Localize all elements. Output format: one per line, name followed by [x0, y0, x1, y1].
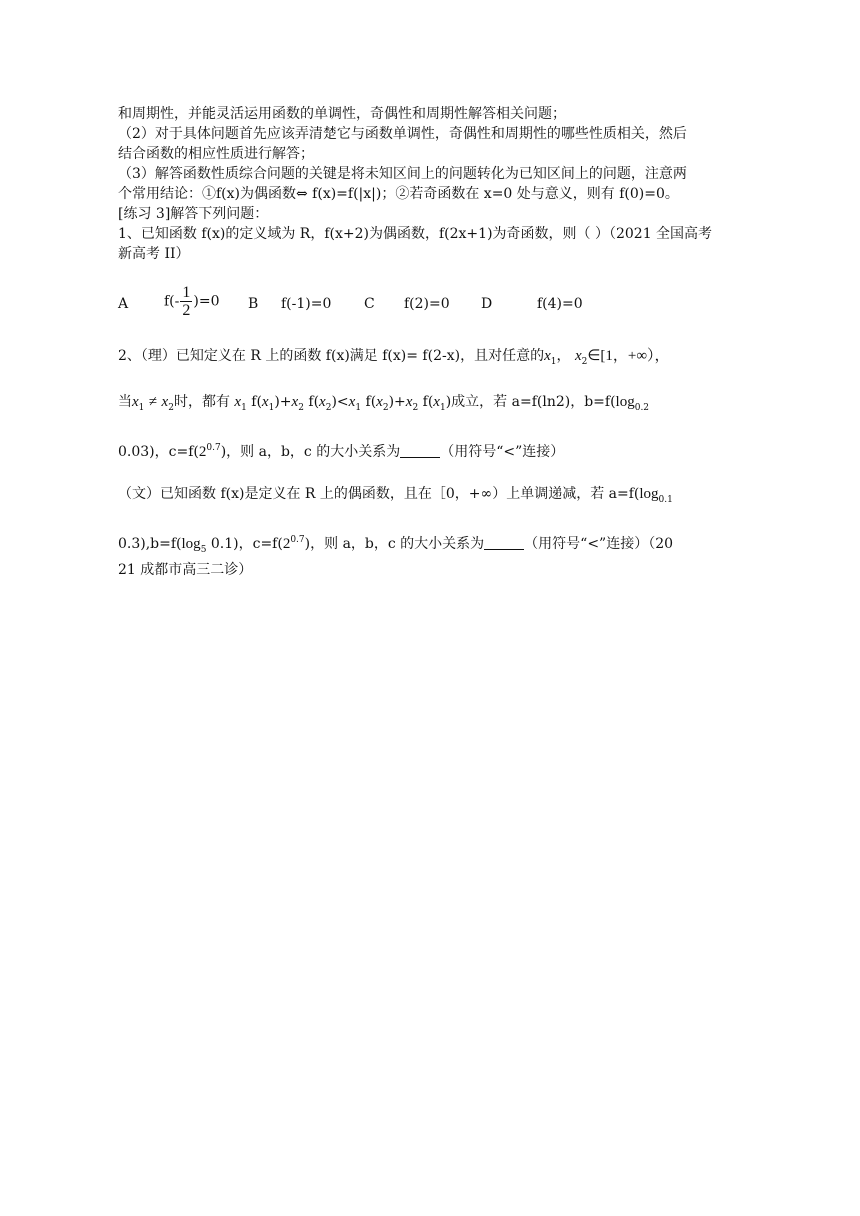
- question-3-source: 21 成都市高三二诊）: [118, 562, 253, 578]
- intro-line: 结合函数的相应性质进行解答；: [118, 146, 314, 162]
- answer-blank: [400, 443, 440, 458]
- intro-point-2: （2）对于具体问题首先应该弄清楚它与函数单调性，奇偶性和周期性的哪些性质相关，然后: [118, 126, 687, 142]
- question-3-line-1: （文）已知函数 f(x)是定义在 R 上的偶函数，且在［0，+∞）上单调递减，若 $a=f(\log_{0.1}$: [118, 486, 673, 505]
- option-a-label: A: [118, 296, 129, 312]
- intro-point-3: （3）解答函数性质综合问题的关键是将未知区间上的问题转化为已知区间上的问题，注意两: [118, 166, 687, 182]
- question-1-source: 新高考 II）: [118, 246, 190, 262]
- option-d-label: D: [481, 296, 493, 312]
- answer-blank: [484, 535, 524, 550]
- question-2-line-2: 当$x_1 \ne x_2$时，都有 $x_1$ $f(x_1)+x_2$ $f(x_2)<x_1$ $f(x_2)+x_2$ $f(x_1)$成立，若 a=f(ln2)，$b=f(\log_{0.2}$: [118, 394, 650, 413]
- option-c-label: C: [364, 296, 375, 312]
- question-3-line-2: $0.3),b=f(\log_5$ 0.1)，$c=f(2^{0.7})$，则 a，b，c 的大小关系为 （用符号“<”连接）（20: [118, 535, 674, 555]
- option-b-label: B: [248, 296, 259, 312]
- option-d: f(4)=0: [537, 296, 583, 312]
- exercise-heading: [练习 3]解答下列问题：: [118, 206, 269, 222]
- option-b: f(-1)=0: [281, 296, 332, 312]
- question-1-options: [118, 284, 738, 330]
- intro-line: 和周期性，并能灵活运用函数的单调性，奇偶性和周期性解答相关问题；: [118, 106, 566, 122]
- question-2-line-1: 2、（理）已知定义在 R 上的函数 f(x)满足 f(x)= f(2-x)，且对任意的$x_1$， $x_2\in[1$，+∞），: [118, 348, 670, 367]
- fraction: $\frac{1}{2}$: [182, 284, 191, 319]
- intro-line: 个常用结论：①f(x)为偶函数⇔ f(x)=f(|x|)；②若奇函数在 x=0 处与意义，则有 f(0)=0。: [118, 186, 679, 202]
- question-2-line-3: 0.03)，$c=f(2^{0.7})$，则 a，b，c 的大小关系为 （用符号“<”连接）: [118, 443, 565, 460]
- option-c: f(2)=0: [404, 296, 450, 312]
- option-a: f(- $\frac{1}{2}$ )=0: [164, 284, 220, 319]
- question-1-stem: 1、已知函数 f(x)的定义域为 R，f(x+2)为偶函数，f(2x+1)为奇函数，则（ ）（2021 全国高考: [118, 226, 713, 242]
